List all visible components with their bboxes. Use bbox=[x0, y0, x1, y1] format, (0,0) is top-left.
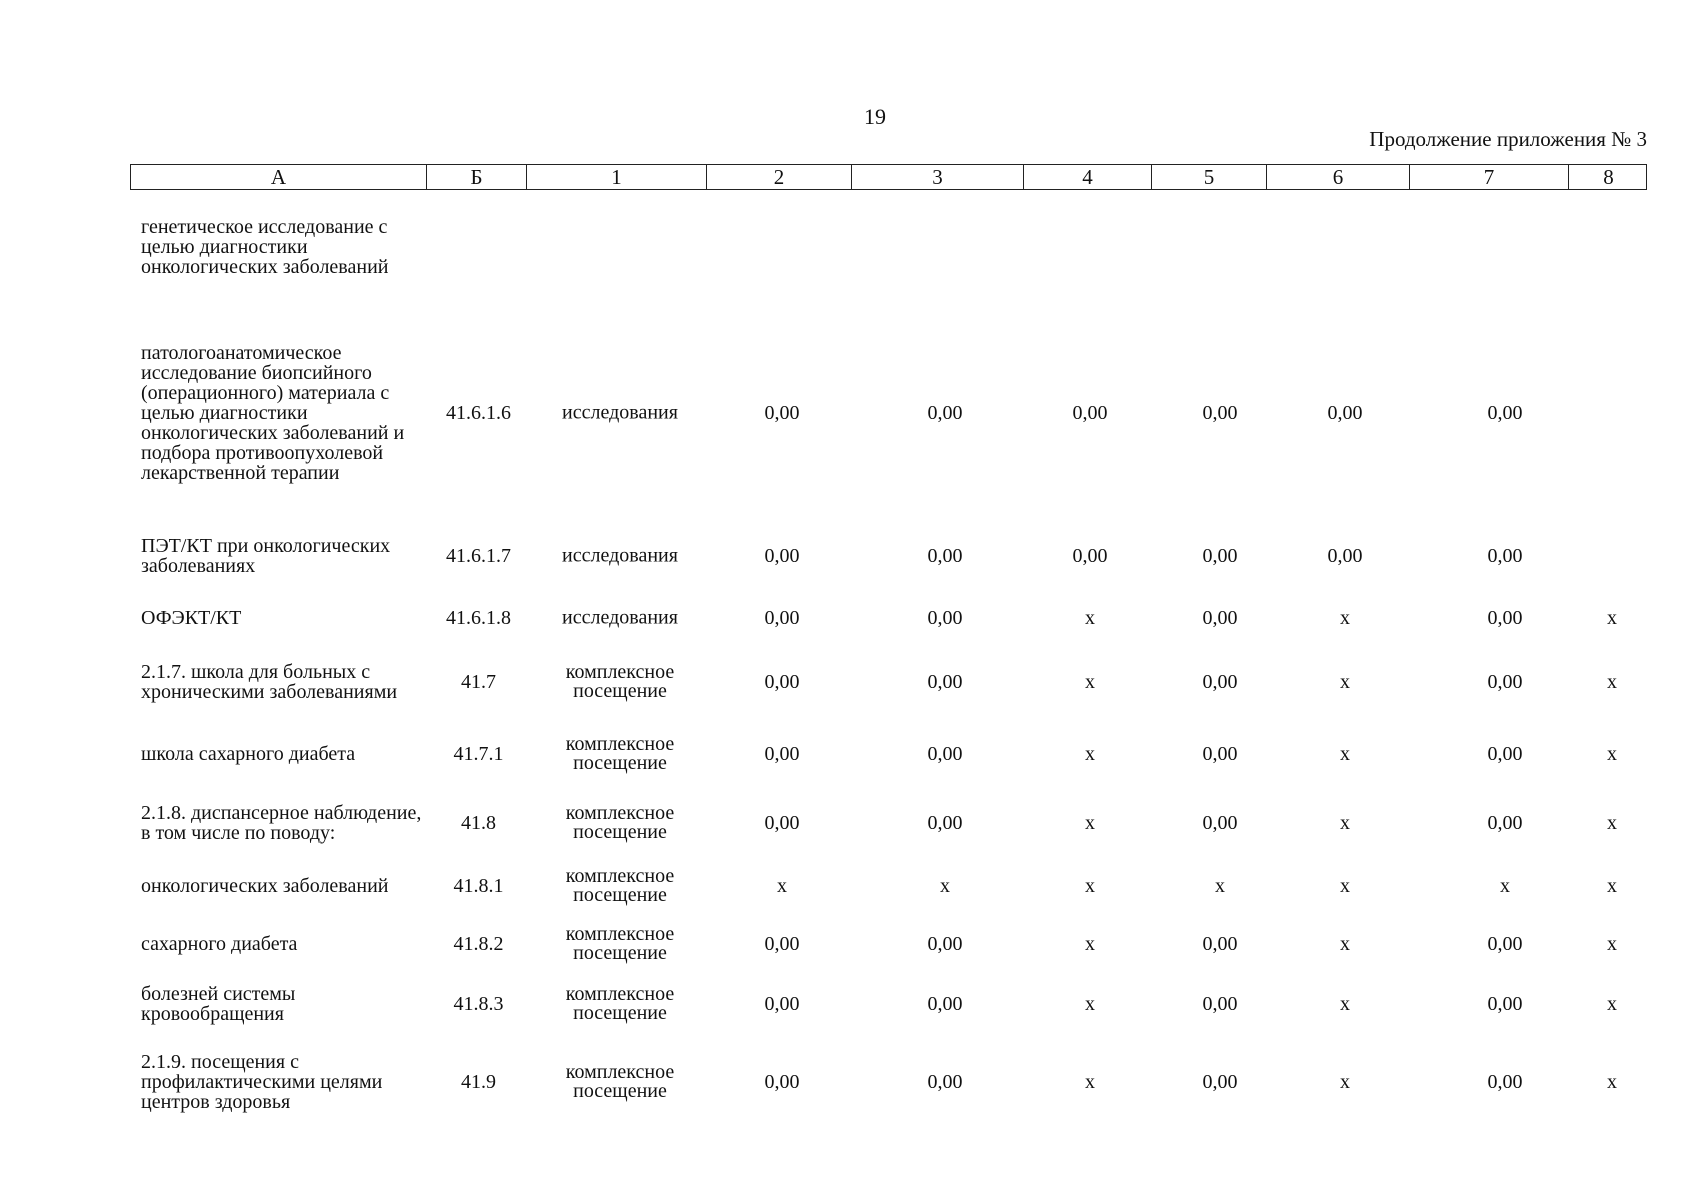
row-code: 41.7.1 bbox=[453, 743, 504, 765]
table-row bbox=[0, 790, 1701, 856]
table-row bbox=[0, 308, 1701, 518]
row-unit: исследования bbox=[562, 606, 678, 629]
row-value-col-2: 0,00 bbox=[764, 933, 800, 955]
row-value-col-2: 0,00 bbox=[764, 671, 800, 693]
row-value-col-5: 0,00 bbox=[1202, 812, 1238, 834]
row-unit: комплексное посещение bbox=[565, 661, 675, 702]
header-col-9: 8 bbox=[1568, 165, 1648, 189]
row-name: ОФЭКТ/КТ bbox=[141, 607, 242, 629]
table-row bbox=[0, 523, 1701, 589]
row-value-col-4: x bbox=[1085, 671, 1095, 693]
row-code: 41.8 bbox=[461, 812, 496, 834]
row-unit: комплексное посещение bbox=[565, 983, 675, 1024]
row-value-col-5: 0,00 bbox=[1202, 402, 1238, 424]
row-value-col-6: x bbox=[1340, 1071, 1350, 1093]
row-value-col-4: x bbox=[1085, 1071, 1095, 1093]
row-value-col-7: 0,00 bbox=[1487, 812, 1523, 834]
header-col-8: 7 bbox=[1409, 165, 1568, 189]
header-col-5: 4 bbox=[1023, 165, 1151, 189]
row-code: 41.8.1 bbox=[453, 875, 504, 897]
table-row bbox=[0, 917, 1701, 971]
row-value-col-3: 0,00 bbox=[927, 933, 963, 955]
row-value-col-6: x bbox=[1340, 933, 1350, 955]
continuation-title: Продолжение приложения № 3 bbox=[1369, 127, 1647, 151]
page-number: 19 bbox=[864, 104, 886, 129]
row-value-col-7: 0,00 bbox=[1487, 607, 1523, 629]
row-value-col-6: x bbox=[1340, 812, 1350, 834]
row-value-col-2: x bbox=[777, 875, 787, 897]
header-col-3: 2 bbox=[706, 165, 851, 189]
table-row bbox=[0, 195, 1701, 299]
row-value-col-5: 0,00 bbox=[1202, 993, 1238, 1015]
row-name: генетическое исследование с целью диагностики онкологических заболеваний bbox=[141, 216, 389, 278]
row-name: ПЭТ/КТ при онкологических заболеваниях bbox=[141, 535, 391, 577]
row-value-col-8: x bbox=[1607, 671, 1617, 693]
row-value-col-8: x bbox=[1607, 812, 1617, 834]
row-value-col-2: 0,00 bbox=[764, 607, 800, 629]
row-value-col-7: 0,00 bbox=[1487, 743, 1523, 765]
row-value-col-4: x bbox=[1085, 875, 1095, 897]
row-value-col-7: 0,00 bbox=[1487, 933, 1523, 955]
row-value-col-6: x bbox=[1340, 671, 1350, 693]
row-value-col-7: 0,00 bbox=[1487, 671, 1523, 693]
row-value-col-2: 0,00 bbox=[764, 545, 800, 567]
row-value-col-6: 0,00 bbox=[1327, 402, 1363, 424]
row-value-col-4: x bbox=[1085, 607, 1095, 629]
row-name: онкологических заболеваний bbox=[141, 875, 389, 897]
header-col-4: 3 bbox=[851, 165, 1023, 189]
row-value-col-8: x bbox=[1607, 607, 1617, 629]
row-code: 41.6.1.7 bbox=[446, 545, 511, 567]
row-code: 41.8.2 bbox=[453, 933, 504, 955]
row-unit: исследования bbox=[562, 401, 678, 424]
row-value-col-3: 0,00 bbox=[927, 545, 963, 567]
row-value-col-6: x bbox=[1340, 607, 1350, 629]
row-value-col-3: 0,00 bbox=[927, 743, 963, 765]
row-value-col-6: x bbox=[1340, 875, 1350, 897]
row-value-col-4: x bbox=[1085, 812, 1095, 834]
row-value-col-5: 0,00 bbox=[1202, 933, 1238, 955]
row-value-col-7: x bbox=[1500, 875, 1510, 897]
header-col-7: 6 bbox=[1266, 165, 1409, 189]
row-value-col-8: x bbox=[1607, 1071, 1617, 1093]
row-value-col-7: 0,00 bbox=[1487, 545, 1523, 567]
row-value-col-5: 0,00 bbox=[1202, 743, 1238, 765]
row-code: 41.7 bbox=[461, 671, 496, 693]
row-name: школа сахарного диабета bbox=[141, 743, 356, 765]
row-value-col-6: x bbox=[1340, 743, 1350, 765]
row-value-col-5: 0,00 bbox=[1202, 1071, 1238, 1093]
row-value-col-8: x bbox=[1607, 743, 1617, 765]
row-unit: комплексное посещение bbox=[565, 802, 675, 843]
row-value-col-6: x bbox=[1340, 993, 1350, 1015]
header-col-1: Б bbox=[426, 165, 526, 189]
row-unit: комплексное посещение bbox=[565, 923, 675, 964]
row-value-col-3: 0,00 bbox=[927, 607, 963, 629]
table-row bbox=[0, 727, 1701, 781]
row-code: 41.9 bbox=[461, 1071, 496, 1093]
row-value-col-3: 0,00 bbox=[927, 993, 963, 1015]
row-value-col-4: x bbox=[1085, 743, 1095, 765]
row-value-col-2: 0,00 bbox=[764, 812, 800, 834]
row-value-col-2: 0,00 bbox=[764, 993, 800, 1015]
row-value-col-4: x bbox=[1085, 993, 1095, 1015]
row-value-col-6: 0,00 bbox=[1327, 545, 1363, 567]
row-value-col-5: x bbox=[1215, 875, 1225, 897]
row-code: 41.6.1.6 bbox=[446, 402, 511, 424]
row-value-col-7: 0,00 bbox=[1487, 1071, 1523, 1093]
row-value-col-3: 0,00 bbox=[927, 671, 963, 693]
row-unit: комплексное посещение bbox=[565, 1061, 675, 1102]
row-value-col-7: 0,00 bbox=[1487, 993, 1523, 1015]
row-name: патологоанатомическое исследование биопсийного (операционного) материала с целью диагностики онкологических заболеваний и подбора противоопухолевой лекарственной терапии bbox=[141, 342, 405, 484]
row-value-col-3: 0,00 bbox=[927, 812, 963, 834]
row-value-col-4: 0,00 bbox=[1072, 545, 1108, 567]
row-value-col-8: x bbox=[1607, 993, 1617, 1015]
row-value-col-8: x bbox=[1607, 875, 1617, 897]
row-value-col-4: 0,00 bbox=[1072, 402, 1108, 424]
row-code: 41.6.1.8 bbox=[446, 607, 511, 629]
row-value-col-3: 0,00 bbox=[927, 1071, 963, 1093]
header-col-2: 1 bbox=[526, 165, 706, 189]
table-row bbox=[0, 595, 1701, 641]
row-value-col-4: x bbox=[1085, 933, 1095, 955]
row-name: 2.1.8. диспансерное наблюдение, в том числе по поводу: bbox=[141, 802, 422, 844]
row-name: болезней системы кровообращения bbox=[141, 983, 296, 1025]
row-unit: исследования bbox=[562, 544, 678, 567]
row-value-col-5: 0,00 bbox=[1202, 671, 1238, 693]
row-value-col-2: 0,00 bbox=[764, 743, 800, 765]
table-row bbox=[0, 975, 1701, 1033]
header-col-0: А bbox=[270, 165, 287, 189]
row-code: 41.8.3 bbox=[453, 993, 504, 1015]
row-value-col-2: 0,00 bbox=[764, 1071, 800, 1093]
table-row bbox=[0, 643, 1701, 721]
row-value-col-3: x bbox=[940, 875, 950, 897]
row-name: 2.1.7. школа для больных с хроническими заболеваниями bbox=[141, 661, 398, 703]
header-col-6: 5 bbox=[1151, 165, 1266, 189]
row-value-col-5: 0,00 bbox=[1202, 607, 1238, 629]
table-row bbox=[0, 1043, 1701, 1121]
row-value-col-8: x bbox=[1607, 933, 1617, 955]
row-value-col-5: 0,00 bbox=[1202, 545, 1238, 567]
row-value-col-3: 0,00 bbox=[927, 402, 963, 424]
table-row bbox=[0, 860, 1701, 912]
row-unit: комплексное посещение bbox=[565, 733, 675, 774]
row-value-col-7: 0,00 bbox=[1487, 402, 1523, 424]
row-value-col-2: 0,00 bbox=[764, 402, 800, 424]
row-unit: комплексное посещение bbox=[565, 865, 675, 906]
row-name: 2.1.9. посещения с профилактическими целями центров здоровья bbox=[141, 1051, 383, 1113]
row-name: сахарного диабета bbox=[141, 933, 298, 955]
